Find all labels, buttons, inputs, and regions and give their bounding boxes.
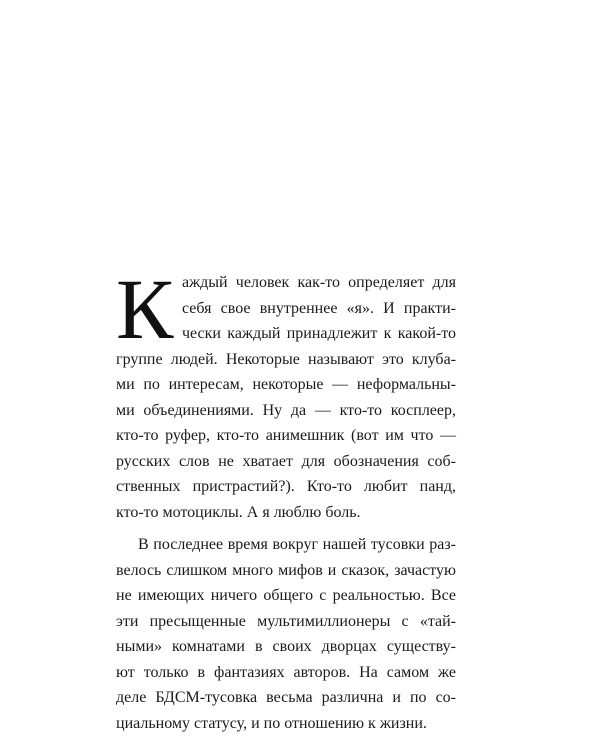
text-line: ми по интересам, некоторые — неформальны- <box>116 376 456 393</box>
text-line: русских слов не хватает для обозначения соб- <box>116 452 456 470</box>
paragraph-2 <box>116 532 456 736</box>
text-line: ственных пристрастий?). Кто-то любит панд, <box>116 478 456 495</box>
text-line: кто-то руфер, кто-то анимешник (вот им что — <box>116 427 456 444</box>
text-line: аждый человек как-то определяет для <box>182 274 456 291</box>
text-line: чески каждый принадлежит к какой-то <box>182 325 456 342</box>
text-line: ными» комнатами в своих дворцах существу- <box>116 638 456 655</box>
text-line: деле БДСМ-тусовка весьма различна и по со- <box>116 689 456 706</box>
paragraph-1 <box>116 261 456 525</box>
text-line: себя свое внутреннее «я». И практи- <box>182 299 456 317</box>
text-line: В последнее время вокруг нашей тусовки раз- <box>138 536 456 553</box>
text-line: кто-то мотоциклы. А я люблю боль. <box>116 503 361 521</box>
text-line: циальному статусу, и по отношению к жизни. <box>116 714 427 732</box>
text-line: ют только в фантазиях авторов. На самом же <box>116 663 456 681</box>
text-line: группе людей. Некоторые называют это клуба- <box>116 350 456 368</box>
drop-cap: К <box>116 261 174 357</box>
text-line: не имеющих ничего общего с реальностью. Все <box>116 587 456 604</box>
text-line: ми объединениями. Ну да — кто-то косплеер, <box>116 401 456 419</box>
text-block <box>116 261 456 736</box>
text-line: эти пресыщенные мультимиллионеры с «тай- <box>116 612 456 630</box>
text-line: велось слишком много мифов и сказок, зачастую <box>116 561 456 579</box>
